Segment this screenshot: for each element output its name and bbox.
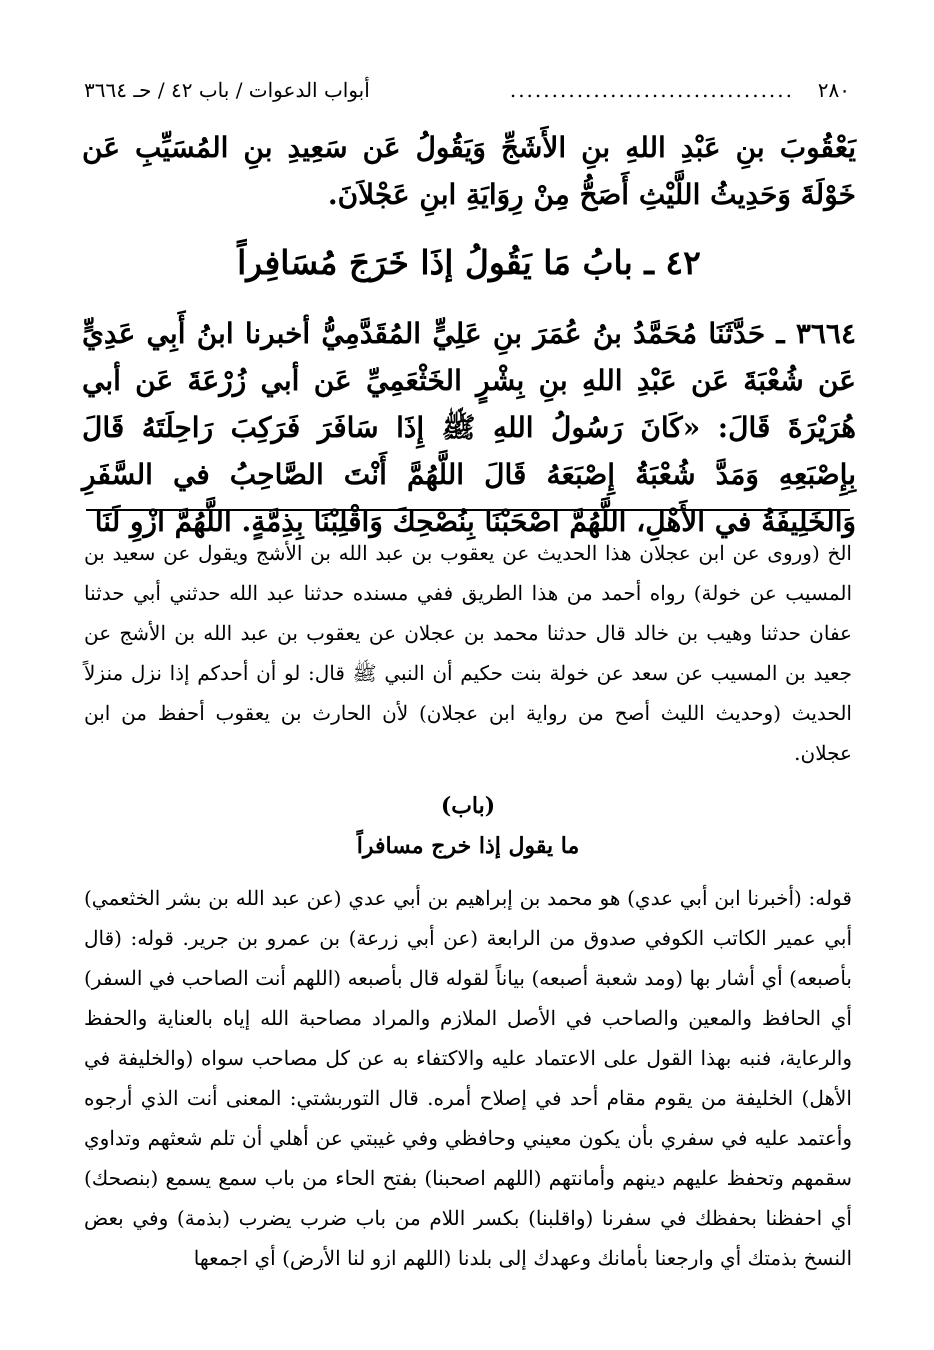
leader-dots: ..................................: [509, 78, 794, 102]
running-header: [84, 74, 850, 106]
commentary-paragraph-2: قوله: (أخبرنا ابن أبي عدي) هو محمد بن إبراهيم بن أبي عدي (عن عبد الله بن بشر الخثعمي) أبي عمير الكاتب الكوفي صدوق من الرابعة (عن أبي زرعة) بن عمرو بن جرير. قوله: (قال بأصبعه) أي أشار بها (ومد شعبة أصبعه) بياناً لقوله قال بأصبعه (اللهم أنت الصاحب في السفر) أي الحافظ والمعين والصاحب في الأصل الملازم والمراد مصاحبة الله إياه بالعناية والحفظ والرعاية، فنبه بهذا القول على الاعتماد عليه والاكتفاء به عن كل مصاحب سواه (والخليفة في الأهل) الخليفة من يقوم مقام أحد في إصلاح أمره. قال التوربشتي: المعنى أنت الذي أرجوه وأعتمد عليه في سفري بأن يكون معيني وحافظي وفي غيبتي عن أهلي أن تلم شعثهم وتداوي سقمهم وتحفظ عليهم دينهم وأمانتهم (اللهم اصحبنا) بفتح الحاء من باب سمع يسمع (بنصحك) أي احفظنا بحفظك في سفرنا (واقلبنا) بكسر اللام من باب ضرب يضرب (بذمة) وفي بعض النسخ بذمتك أي وارجعنا بأمانك وعهدك إلى بلدنا (اللهم ازو لنا الأرض) أي اجمعها: [84, 886, 852, 1270]
hadith-paragraph: ٣٦٦٤ ـ حَدَّثَنَا مُحَمَّدُ بنُ عُمَرَ بنِ عَلِيٍّ المُقَدَّمِيُّ أخبرنا ابنُ أَبِي عَدِيٍّ عَن شُعْبَةَ عَن عَبْدِ اللهِ بنِ بِشْرٍ الخَثْعَمِيِّ عَن أبي زُرْعَةَ عَن أبي هُرَيْرَةَ قَالَ: «كَانَ رَسُولُ اللهِ ﷺ إِذَا سَافَرَ فَرَكِبَ رَاحِلَتَهُ قَالَ بِإِصْبَعِهِ وَمَدَّ شُعْبَةُ إِصْبَعَهُ قَالَ اللَّهُمَّ أَنْتَ الصَّاحِبُ في السَّفَرِ وَالخَلِيفَةُ في الأَهْلِ، اللَّهُمَّ اصْحَبْنَا بِنُصْحِكَ وَاقْلِبْنَا بِذِمَّةٍ. اللَّهُمَّ ازْوِ لَنَا: [82, 317, 856, 538]
chapter-heading: ٤٢ ـ بابُ مَا يَقُولُ إذَا خَرَجَ مُسَافِراً: [237, 243, 701, 282]
page-number: ٢٨٠: [817, 78, 850, 102]
footnote-divider: [86, 509, 850, 511]
running-title: أبواب الدعوات / باب ٤٢ / حـ ٣٦٦٤: [84, 78, 370, 102]
main-text-continuation: [82, 124, 856, 218]
section-title: ما يقول إذا خرج مسافراً: [356, 833, 580, 859]
commentary-block-2: [84, 878, 852, 1278]
commentary-paragraph-1: الخ (وروى عن ابن عجلان هذا الحديث عن يعقوب بن عبد الله بن الأشج ويقول عن سعيد بن المسيب عن خولة) رواه أحمد من هذا الطريق ففي مسنده حدثنا عبد الله حدثني أبي حدثنا عفان حدثنا وهيب بن خالد قال حدثنا محمد بن عجلان عن يعقوب بن عبد الله بن الأشج عن جعيد بن المسيب عن سعد عن خولة بنت حكيم أن النبي ﷺ قال: لو أن أحدكم إذا نزل منزلاً الحديث (وحديث الليث أصح من رواية ابن عجلان) لأن الحارث بن يعقوب أحفظ من ابن عجلان.: [84, 541, 852, 765]
section-label: (باب): [440, 793, 496, 819]
continuation-paragraph: يَعْقُوبَ بنِ عَبْدِ اللهِ بنِ الأَشَجِّ وَيَقُولُ عَن سَعِيدِ بنِ المُسَيِّبِ عَن خَوْلَةَ وَحَدِيثُ اللَّيْثِ أَصَحُّ مِنْ رِوَايَةِ ابنِ عَجْلاَنَ.: [82, 131, 856, 211]
commentary-block-1: [84, 533, 852, 773]
